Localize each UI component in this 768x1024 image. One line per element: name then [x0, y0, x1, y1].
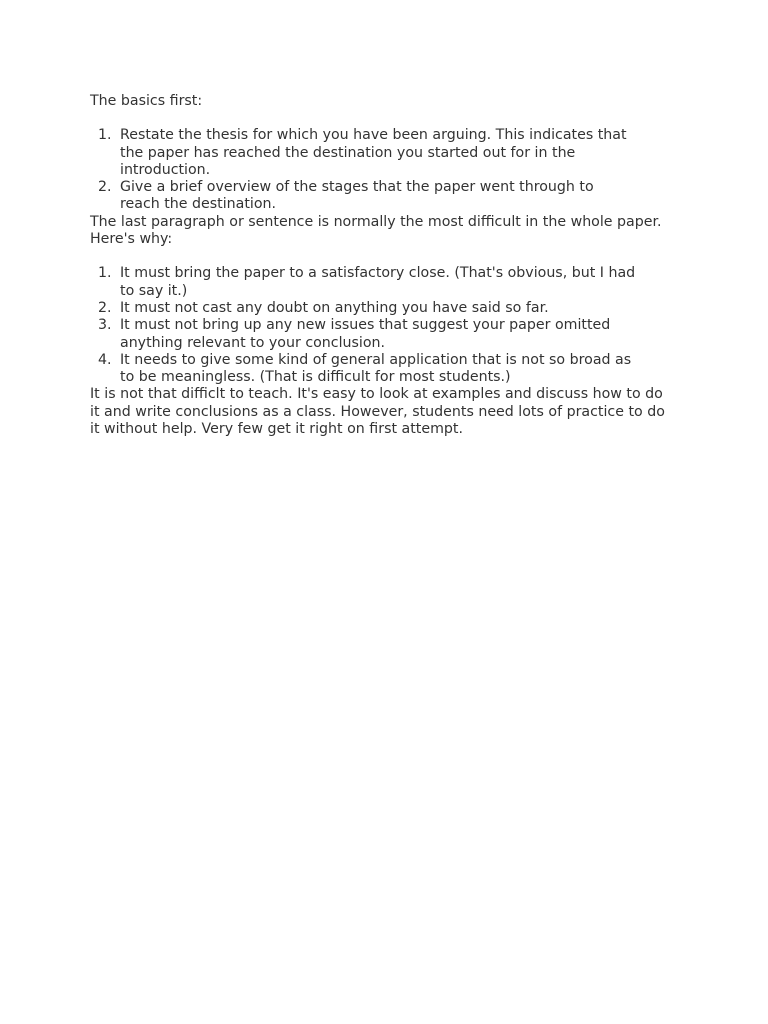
list-item-line: It must not bring up any new issues that suggest your paper omitted	[120, 317, 611, 334]
list-item-line: It needs to give some kind of general application that is not so broad as	[120, 351, 632, 368]
list-item-line: the paper has reached the destination you started out for in the	[120, 144, 576, 161]
list-item	[90, 265, 690, 300]
list-item-line: anything relevant to your conclusion.	[120, 334, 386, 351]
list-number: 4.	[98, 351, 112, 368]
list-item-line: reach the destination.	[120, 196, 277, 213]
list-item-line: It must bring the paper to a satisfactory close. (That's obvious, but I had	[120, 265, 636, 282]
list-item	[90, 179, 690, 214]
list-item-line: to be meaningless. (That is difficult for most students.)	[120, 369, 511, 386]
paragraph-line: The last paragraph or sentence is normally the most difficult in the whole paper.	[90, 213, 662, 230]
basics-list	[90, 127, 690, 213]
list-item-line: to say it.)	[120, 282, 188, 299]
intro-paragraph: The basics first:	[90, 93, 203, 109]
list-item-line: Restate the thesis for which you have been arguing. This indicates that	[120, 127, 627, 144]
list-number: 1.	[98, 127, 112, 144]
list-item-line: It must not cast any doubt on anything you have said so far.	[120, 299, 549, 316]
list-number: 2.	[98, 179, 112, 196]
document-body	[90, 93, 690, 438]
list-item-line: Give a brief overview of the stages that the paper went through to	[120, 179, 594, 196]
list-number: 1.	[98, 265, 112, 282]
list-number: 2.	[98, 299, 112, 316]
list-item-line: introduction.	[120, 161, 211, 178]
closing-paragraph	[90, 386, 690, 438]
paragraph-line: Here's why:	[90, 231, 173, 248]
paragraph-line: it and write conclusions as a class. However, students need lots of practice to do	[90, 403, 665, 420]
list-item	[90, 317, 690, 352]
middle-paragraph	[90, 214, 690, 249]
list-item	[90, 300, 690, 317]
list-number: 3.	[98, 317, 112, 334]
reasons-list	[90, 265, 690, 386]
paragraph-line: it without help. Very few get it right on first attempt.	[90, 421, 463, 438]
list-item	[90, 127, 690, 179]
list-item	[90, 352, 690, 387]
paragraph-line: It is not that difficlt to teach. It's easy to look at examples and discuss how to do	[90, 386, 663, 403]
